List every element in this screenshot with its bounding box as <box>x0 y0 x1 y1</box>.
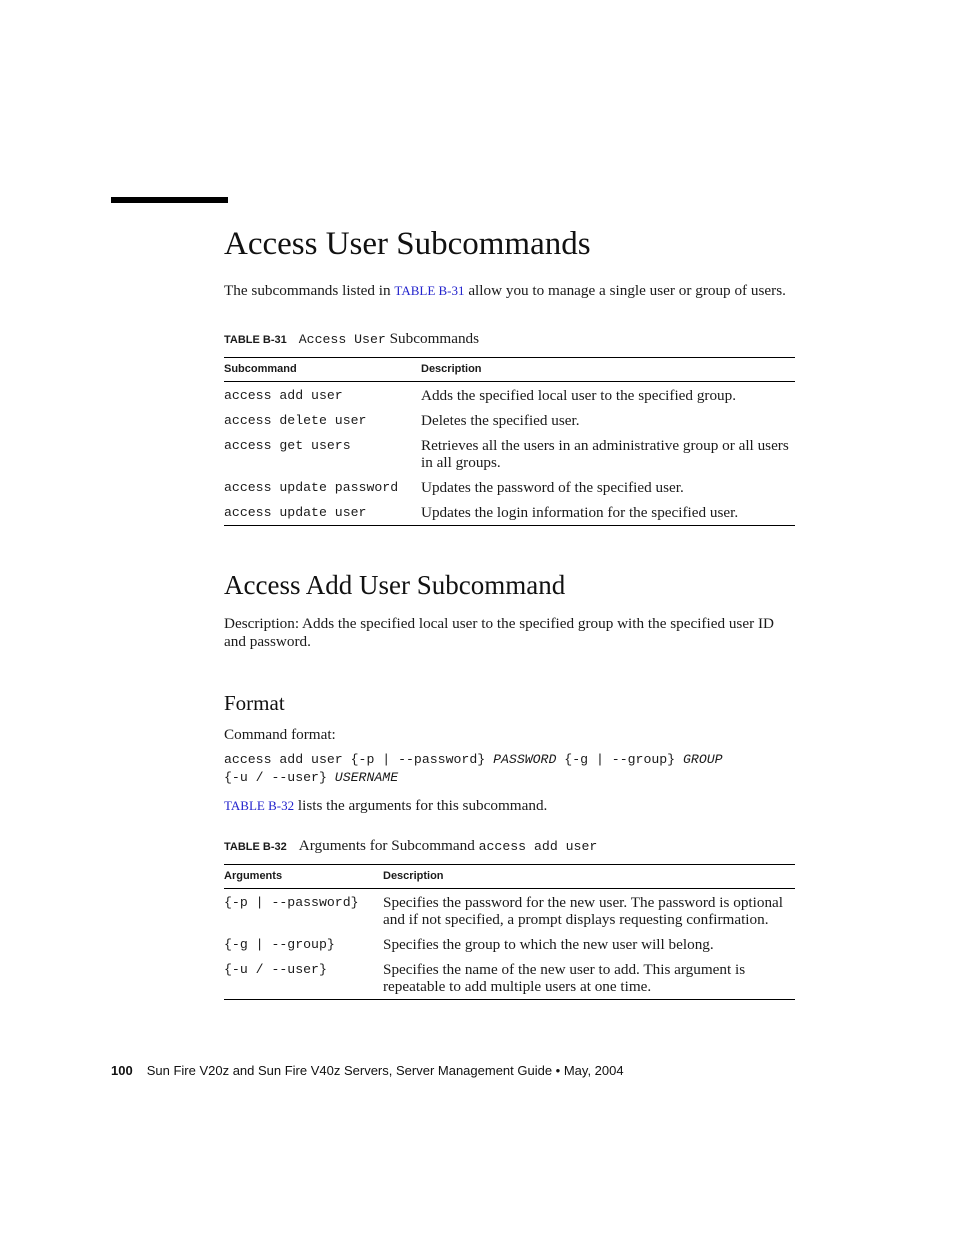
column-header-subcommand: Subcommand <box>224 358 421 382</box>
table-b31-caption-text: Subcommands <box>385 330 480 347</box>
command-part-2: {-g | --group} <box>556 752 684 767</box>
arguments-reference-text: lists the arguments for this subcommand. <box>294 797 548 814</box>
table-b32-number: TABLE B-32 <box>224 841 287 853</box>
table-header-row <box>224 865 795 889</box>
description-paragraph: Description: Adds the specified local user to the specified group with the specified user ID and password. <box>224 615 774 650</box>
table-row <box>224 499 795 526</box>
table-row <box>224 956 795 1000</box>
command-arg-group: GROUP <box>683 752 723 767</box>
subcommand-cell: access update password <box>224 480 399 495</box>
table-row <box>224 474 795 499</box>
subcommands-table <box>224 357 795 526</box>
subcommand-cell: access update user <box>224 499 421 526</box>
footer-title: Sun Fire V20z and Sun Fire V40z Servers, Server Management Guide • May, 2004 <box>146 1063 624 1078</box>
table-b31-link[interactable]: TABLE B-31 <box>394 283 465 298</box>
column-header-description: Description <box>383 865 795 889</box>
command-arg-password: PASSWORD <box>493 752 557 767</box>
page-number: 100 <box>111 1063 133 1078</box>
description-cell: Updates the login information for the specified user. <box>421 499 795 526</box>
description-cell: Specifies the name of the new user to add. This argument is repeatable to add multiple users at one time. <box>383 956 795 1000</box>
table-b31-caption-code: Access User <box>298 332 386 347</box>
table-b31-caption <box>224 330 795 348</box>
intro-paragraph <box>224 282 795 300</box>
description-cell: Updates the password of the specified user. <box>421 479 684 496</box>
description-cell: Retrieves all the users in an administrative group or all users in all groups. <box>421 437 789 471</box>
subcommand-cell: access get users <box>224 438 351 453</box>
argument-cell: {-g | --group} <box>224 937 335 952</box>
section-heading: Access User Subcommands <box>224 226 591 262</box>
main-content <box>224 222 795 1000</box>
subcommand-cell: access delete user <box>224 413 367 428</box>
description-cell: Deletes the specified user. <box>421 412 580 429</box>
intro-text-before: The subcommands listed in <box>224 282 395 299</box>
page-footer <box>111 1063 624 1078</box>
table-row <box>224 931 795 956</box>
command-syntax <box>224 750 795 786</box>
table-b31-number: TABLE B-31 <box>224 334 287 346</box>
command-format-label: Command format: <box>224 726 336 743</box>
table-b32-caption <box>224 837 795 855</box>
description-cell: Adds the specified local user to the specified group. <box>421 387 737 404</box>
intro-text-after: allow you to manage a single user or group of users. <box>464 282 786 299</box>
table-b32-caption-text: Arguments for Subcommand <box>298 837 479 854</box>
table-b32-caption-code: access add user <box>478 839 598 854</box>
table-b32-link[interactable]: TABLE B-32 <box>224 798 295 813</box>
arguments-reference <box>224 797 795 815</box>
column-header-description: Description <box>421 358 795 382</box>
table-row <box>224 889 795 932</box>
table-row <box>224 407 795 432</box>
command-part-3: {-u / --user} <box>224 770 335 785</box>
description-cell: Specifies the password for the new user. The password is optional and if not specified, a prompt displays requesting confirmation. <box>383 894 783 928</box>
description-cell: Specifies the group to which the new user will belong. <box>383 936 714 953</box>
chapter-rule <box>111 197 228 203</box>
table-row <box>224 432 795 474</box>
command-part-1: access add user {-p | --password} <box>224 752 494 767</box>
column-header-arguments: Arguments <box>224 865 383 889</box>
table-header-row <box>224 358 795 382</box>
arguments-table <box>224 864 795 1000</box>
argument-cell: {-u / --user} <box>224 956 383 1000</box>
argument-cell: {-p | --password} <box>224 895 359 910</box>
subsection-heading: Access Add User Subcommand <box>224 570 566 600</box>
subcommand-cell: access add user <box>224 388 343 403</box>
table-row <box>224 382 795 408</box>
format-heading: Format <box>224 691 285 715</box>
command-arg-username: USERNAME <box>334 770 399 785</box>
